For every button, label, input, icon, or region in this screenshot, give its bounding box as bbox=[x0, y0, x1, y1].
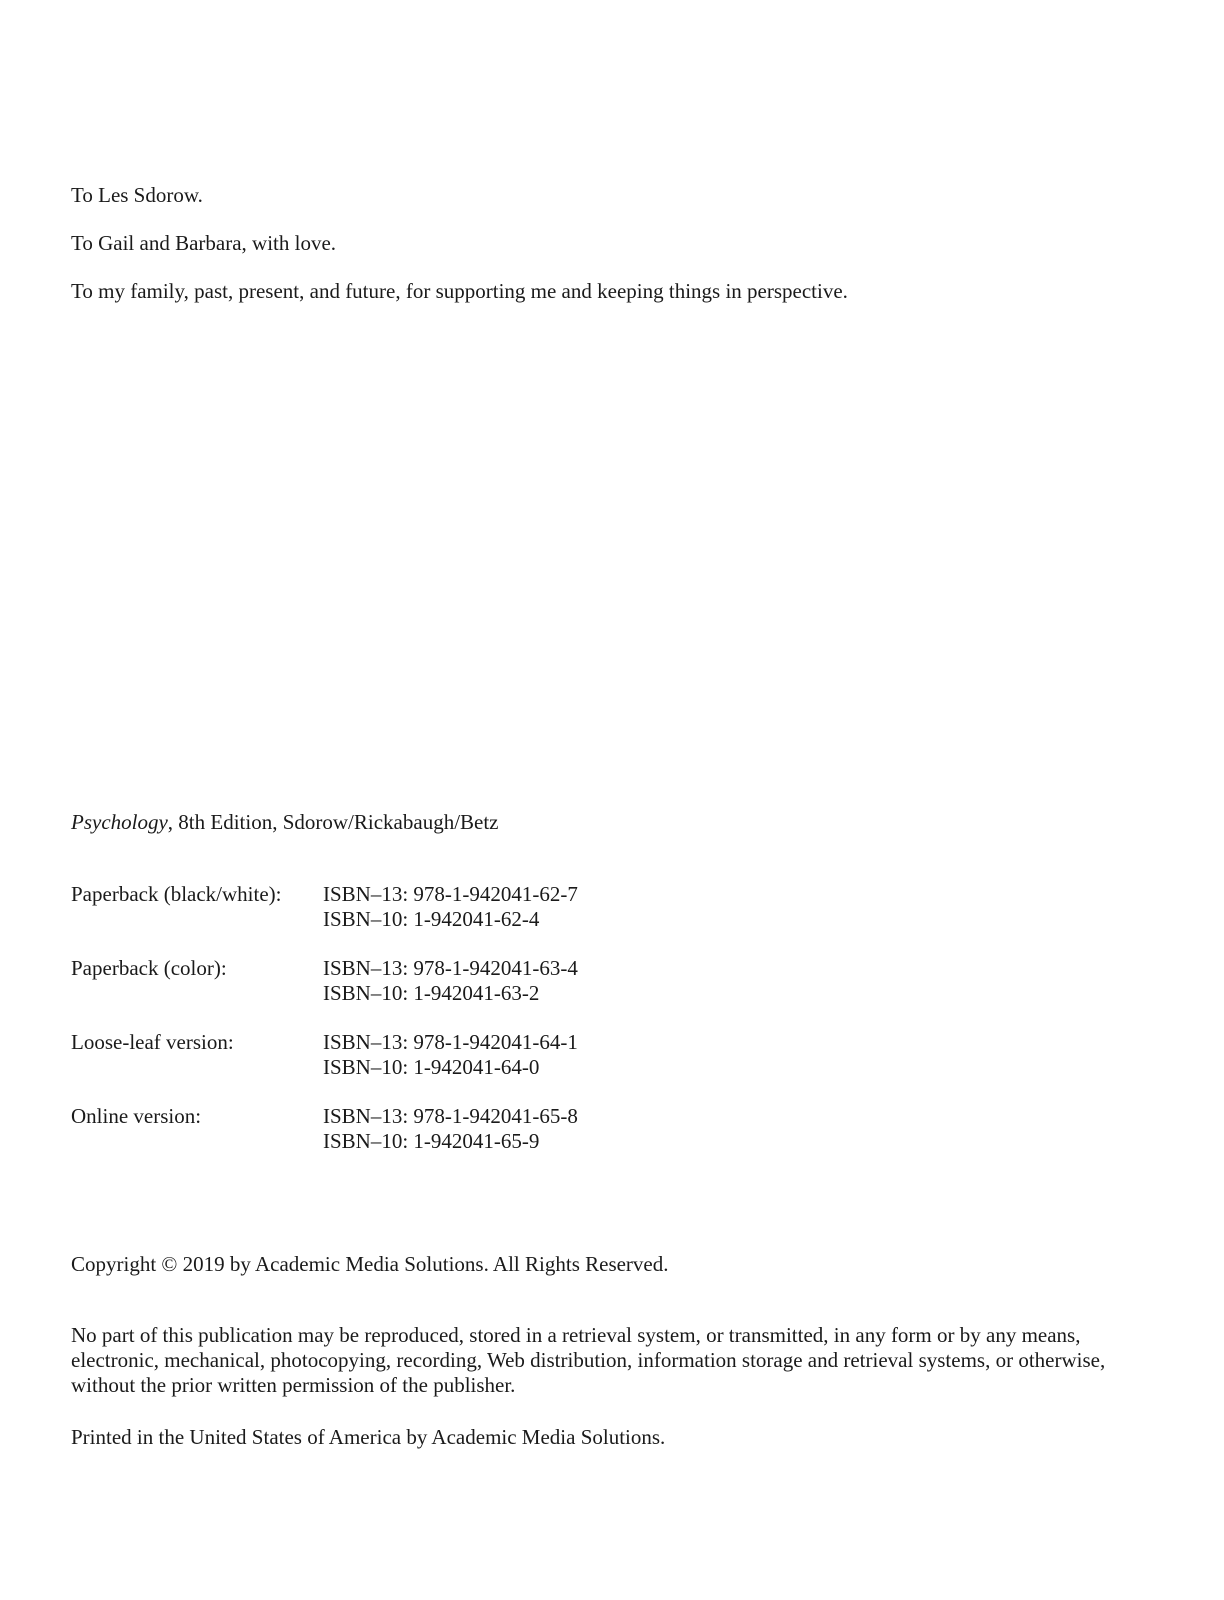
isbn-group bbox=[71, 882, 578, 956]
isbn-10: ISBN–10: 1-942041-64-0 bbox=[323, 1055, 540, 1079]
isbn-13: ISBN–13: 978-1-942041-63-4 bbox=[323, 956, 578, 980]
dedication-line: To my family, past, present, and future, for supporting me and keeping things in perspective. bbox=[71, 279, 848, 303]
edition-details: , 8th Edition, Sdorow/Rickabaugh/Betz bbox=[167, 810, 499, 834]
copyright-notice: Copyright © 2019 by Academic Media Solutions. All Rights Reserved. bbox=[71, 1252, 669, 1276]
dedication-line: To Les Sdorow. bbox=[71, 183, 203, 207]
isbn-table bbox=[71, 882, 578, 1178]
dedications bbox=[71, 182, 1151, 326]
isbn-format-label: Paperback (color): bbox=[71, 956, 227, 980]
isbn-values bbox=[323, 1104, 578, 1178]
isbn-13: ISBN–13: 978-1-942041-64-1 bbox=[323, 1030, 578, 1054]
isbn-format-label: Paperback (black/white): bbox=[71, 882, 282, 906]
book-title: Psychology bbox=[71, 810, 168, 834]
isbn-values bbox=[323, 1030, 578, 1104]
isbn-10: ISBN–10: 1-942041-63-2 bbox=[323, 981, 540, 1005]
isbn-group bbox=[71, 1104, 578, 1178]
isbn-13: ISBN–13: 978-1-942041-65-8 bbox=[323, 1104, 578, 1128]
edition-line bbox=[71, 809, 499, 835]
rights-paragraph: No part of this publication may be reproduced, stored in a retrieval system, or transmitted, in any form or by any means, electronic, mechanical, photocopying, recording, Web distribution, information storage and retrieval systems, or otherwise, without the prior written permission of the publisher. bbox=[71, 1323, 1106, 1397]
printed-notice: Printed in the United States of America by Academic Media Solutions. bbox=[71, 1425, 666, 1449]
isbn-values bbox=[323, 956, 578, 1030]
isbn-format-label: Loose-leaf version: bbox=[71, 1030, 234, 1054]
isbn-group bbox=[71, 1030, 578, 1104]
isbn-10: ISBN–10: 1-942041-65-9 bbox=[323, 1129, 540, 1153]
isbn-10: ISBN–10: 1-942041-62-4 bbox=[323, 907, 540, 931]
dedication-line: To Gail and Barbara, with love. bbox=[71, 231, 337, 255]
isbn-group bbox=[71, 956, 578, 1030]
isbn-format-label: Online version: bbox=[71, 1104, 202, 1128]
isbn-values bbox=[323, 882, 578, 956]
isbn-13: ISBN–13: 978-1-942041-62-7 bbox=[323, 882, 578, 906]
